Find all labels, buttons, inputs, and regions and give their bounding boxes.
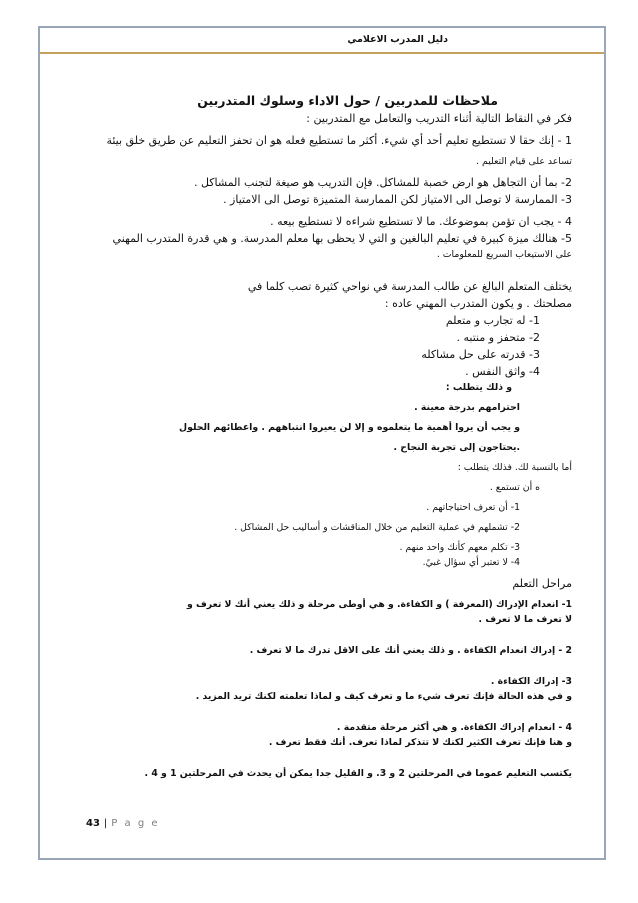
learner-trait-4: 4- واثق النفس . (465, 365, 540, 378)
stage-1-line-2: لا تعرف ما لا تعرف . (478, 614, 572, 625)
intro-line: فكر في النقاط التالية أثناء التدريب والتعامل مع المتدربين : (306, 112, 572, 125)
stages-summary: يكتسب التعليم عموما في المرحلتين 2 و 3. و القليل جدا يمكن أن يحدث في المرحلتين 1 و 4 . (144, 768, 572, 779)
requires-item-3: .يحتاجون إلى تجربة النجاح . (393, 442, 520, 453)
note-5-line-2: على الاستيعاب السريع للمعلومات . (436, 249, 572, 260)
note-4: 4 - يجب ان تؤمن بموضوعك. ما لا تستطيع شراءه لا تستطيع بيعه . (270, 215, 572, 228)
requires-item-1: احترامهم بدرجة معينة . (414, 402, 520, 413)
stage-4-desc: و هنا فإنك تعرف الكثير لكنك لا تتذكر لماذا تعرف. أنك فقط تعرف . (268, 737, 572, 748)
adult-learner-line-2: مصلحتك . و يكون المتدرب المهني عاده : (384, 297, 572, 310)
adult-learner-line-1: يختلف المتعلم البالغ عن طالب المدرسة في نواحي كثيرة تصب كلما في (247, 280, 572, 293)
you-label: أما بالنسبة لك. فذلك يتطلب : (457, 462, 572, 473)
page-number: 43 (86, 818, 100, 829)
header-title: دليل المدرب الاعلامي (347, 34, 448, 45)
learner-trait-2: 2- متحفز و منتبه . (456, 331, 540, 344)
note-1-line-2: تساعد على قيام التعليم . (476, 156, 572, 167)
page-content (86, 70, 572, 781)
page-footer (86, 818, 160, 829)
stage-3-desc: و في هذه الحالة فإنك تعرف شيء ما و تعرف كيف و لماذا تعلمته لكنك تريد المزيد . (195, 691, 572, 702)
learner-trait-1: 1- له تجارب و متعلم (445, 314, 540, 327)
you-item-3: 3- تكلم معهم كأنك واحد منهم . (399, 542, 520, 553)
note-3: 3- الممارسة لا توصل الى الامتياز لكن الممارسة المتميزة توصل الى الامتياز . (223, 193, 572, 206)
footer-separator: | (103, 818, 108, 829)
you-item-1: 1- أن تعرف احتياجاتهم . (426, 502, 520, 513)
stage-2: 2 - إدراك انعدام الكفاءة . و ذلك يعني أنك على الاقل تدرك ما لا تعرف . (249, 645, 572, 656)
requires-label: و ذلك يتطلب : (445, 382, 512, 393)
requires-item-2: و يجب أن يروا أهمية ما يتعلموه و إلا لن يعيروا انتباههم . واعطائهم الحلول (179, 422, 520, 433)
you-item-2: 2- تشملهم في عملية التعليم من خلال المناقشات و أساليب حل المشاكل . (234, 522, 520, 533)
you-listen: ه أن تستمع . (489, 482, 540, 493)
you-item-4: 4- لا تعتبر أي سؤال غبيً. (422, 557, 520, 568)
stage-3-heading: 3- إدراك الكفاءة . (490, 676, 572, 687)
stage-1-line-1: 1- انعدام الإدراك (المعرفة ) و الكفاءة. و هي أوطى مرحلة و ذلك يعني أنك لا تعرف و (186, 599, 572, 610)
stage-4-heading: 4 - انعدام إدراك الكفاءة. و هي أكثر مرحلة متقدمة . (336, 722, 572, 733)
note-2: 2- بما أن التجاهل هو ارض خصبة للمشاكل. فإن التدريب هو صيغة لتجنب المشاكل . (193, 176, 572, 189)
note-1-line-1: 1 - إنك حقا لا تستطيع تعليم أحد أي شيء. أكثر ما تستطيع فعله هو ان تحفز التعليم عن طريق خلق بيئة (106, 134, 572, 147)
header-rule (40, 52, 604, 54)
section-title: ملاحظات للمدربين / حول الاداء وسلوك المتدربين (197, 93, 498, 108)
learner-trait-3: 3- قدرته على حل مشاكله (421, 348, 540, 361)
note-5-line-1: 5- هنالك ميزة كبيرة في تعليم البالغين و التي لا يحظى بها معلم المدرسة. و هي قدرة المتدرب المهني (112, 232, 572, 245)
stages-heading: مراحل التعلم (512, 577, 572, 590)
page-label: P a g e (111, 818, 160, 829)
